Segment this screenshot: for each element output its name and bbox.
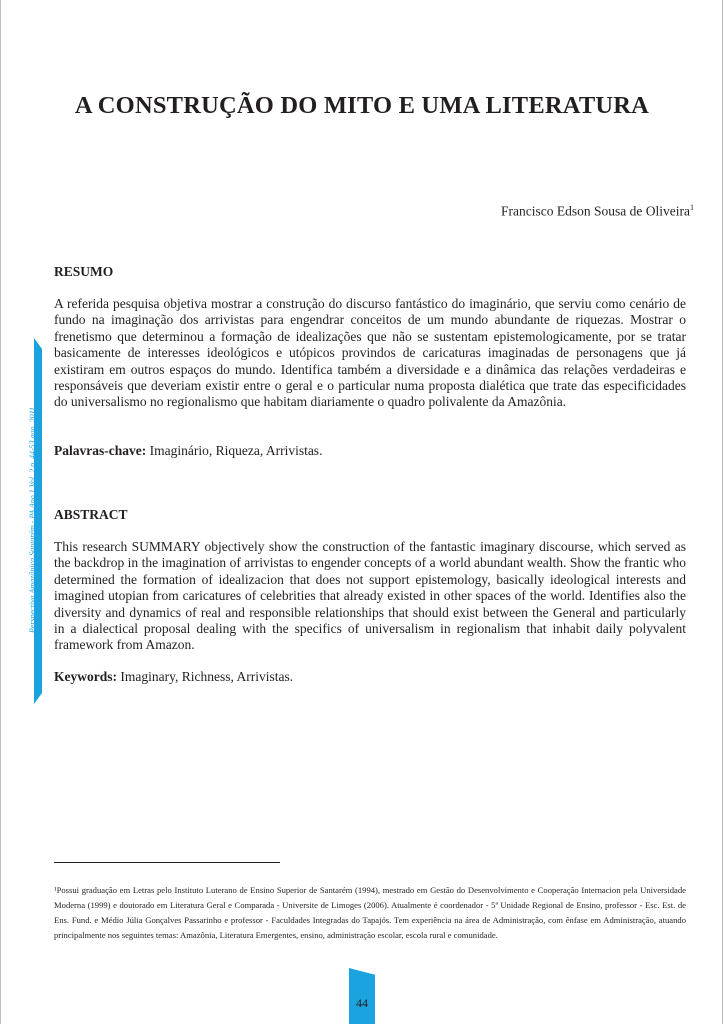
- footnote-divider: [54, 862, 280, 863]
- resumo-heading: RESUMO: [54, 264, 114, 279]
- article-title: A CONSTRUÇÃO DO MITO E UMA LITERATURA: [74, 92, 650, 119]
- abstract-text: This research SUMMARY objectively show the construction of the fantastic imaginary discourse, which served as the backdrop in the imagination of arrivistas to engender concepts of a world abundant wealth. Show the frantic who determined the formation of idealizacion that does not support epistemology, basically ideological interests and imagined utopian from caricatures of celebrities that already existed in other spaces of the world. Identifies also the diversity and dynamics of real and responsible relationships that should exist between the General and particularly in a dialectical proposal dealing with the specifics of universalism in regionalism that inhabit daily polyvalent framework from Amazon.: [54, 539, 686, 653]
- resumo-keywords: [54, 443, 322, 459]
- author-name: Francisco Edson Sousa de Oliveira: [501, 203, 690, 219]
- abstract-keywords-label: Keywords:: [54, 669, 117, 684]
- author-footnote: ¹Possui graduação em Letras pelo Instituto Luterano de Ensino Superior de Santarém (1994), mestrado em Gestão do Desenvolvimento e Cooperação Internacion pela Universidade Moderna (1999) e doutorado em Literatura Geral e Comparada - Universite de Limoges (2006). Atualmente é coordenador - 5ª Unidade Regional de Ensino, professor - Esc. Est. de Ens. Fund. e Médio Júlia Gonçalves Passarinho e professor - Faculdades Integradas do Tapajós. Tem experiência na área de Administração, com ênfase em Administração, atuando principalmente nos seguintes temas: Amazônia, Literatura Emergentes, ensino, administração escolar, escola rural e comunidade.: [54, 885, 686, 940]
- resumo-keywords-value: Imaginário, Riqueza, Arrivistas.: [149, 443, 323, 458]
- author-line: [501, 203, 694, 220]
- resumo-keywords-label: Palavras-chave:: [54, 443, 147, 458]
- abstract-keywords: [54, 669, 293, 685]
- author-footnote-mark: 1: [690, 203, 694, 212]
- page-number: 44: [356, 996, 368, 1010]
- abstract-keywords-value: Imaginary, Richness, Arrivistas.: [120, 669, 294, 684]
- journal-citation: Perspectiva Amazônica Santarém - PA Ano 1 Vol. 2 p. 44-53 ago. 2011: [28, 406, 37, 634]
- abstract-heading: ABSTRACT: [54, 507, 128, 522]
- resumo-text: A referida pesquisa objetiva mostrar a construção do discurso fantástico do imaginário, que serviu como cenário de fundo na imaginação dos arrivistas para engendrar conceitos de um mundo abundante de riquezas. Mostrar o frenetismo que determinou a formação de idealizações que não se sustentam epistemologicamente, por se tratar basicamente de interesses ideológicos e utópicos provindos de caricaturas imaginadas de personagens que já existiram em outros espaços do mundo. Identifica também a diversidade e a dinâmica das relações verdadeiras e responsáveis que deveriam existir entre o geral e o particular numa proposta dialética que trate das especificidades do universalismo no regionalismo que habitam diariamente o quadro polivalente da Amazônia.: [54, 296, 686, 410]
